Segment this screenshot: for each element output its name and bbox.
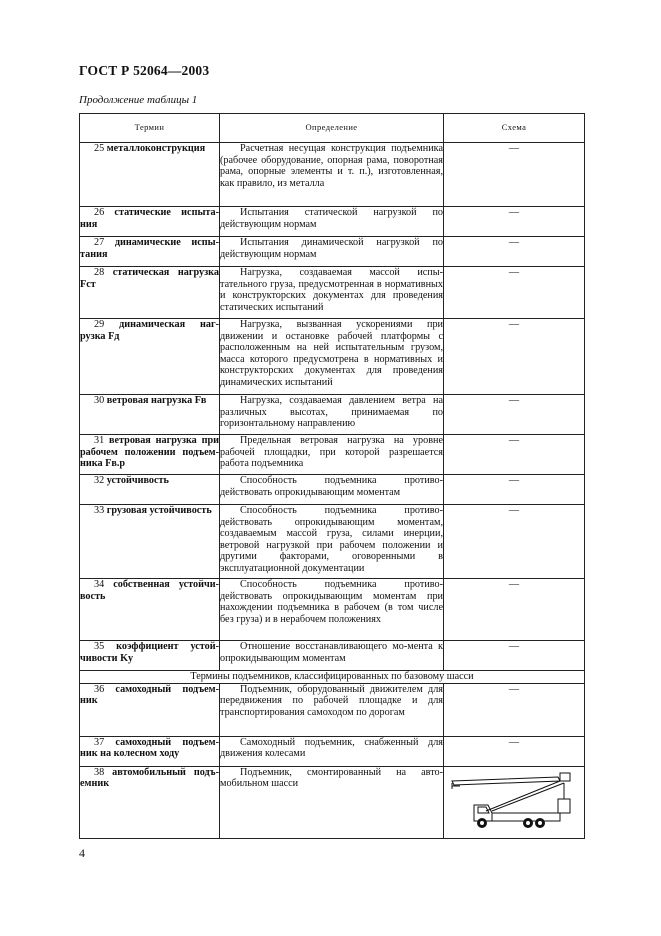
document-header: ГОСТ Р 52064—2003 — [79, 63, 210, 78]
term-cell — [80, 736, 220, 766]
boom-upper — [452, 777, 560, 785]
term-name: самоходный подъем-ник — [80, 683, 220, 707]
term-number: 35 — [94, 641, 105, 652]
scheme-cell — [444, 683, 585, 736]
term-name: динамическая наг-рузка Fд — [80, 319, 220, 342]
table-header-row — [80, 114, 585, 143]
definition-cell — [220, 736, 444, 766]
term-name: самоходный подъем-ник на колесном ходу — [80, 736, 220, 760]
definition-text: Способность подъемника противо-действовать опрокидывающим моментам, создаваемым массой груза, силами инерции, ветровой нагрузкой при рабочем положении и другими факторами, оговоренными в эксплуатационной документации — [220, 505, 443, 574]
definition-text: Нагрузка, создаваемая давлением ветра на различных высотах, принимаемая по горизонтальному направлению — [220, 395, 443, 430]
term-name: статическая нагрузка Fст — [80, 267, 219, 290]
boom-lower — [486, 781, 560, 811]
scheme-dash: — — [508, 319, 520, 330]
definition-cell — [220, 505, 444, 579]
definition-text: Нагрузка, вызванная ускорениями при движении и остановке рабочей платформы с расположенным на ней испытательным грузом, масса которого предусмотрена в нормативных и конструкторских документах для проведения динамических испытаний — [220, 319, 443, 388]
definition-cell — [220, 641, 444, 671]
scheme-dash: — — [508, 505, 520, 516]
scheme-cell — [444, 736, 585, 766]
section-row — [80, 671, 585, 684]
term-cell — [80, 683, 220, 736]
scheme-dash: — — [508, 475, 520, 486]
term-name: ветровая нагрузка при рабочем положении подъем-ника Fв.р — [80, 435, 219, 470]
definition-cell — [220, 395, 444, 435]
table-row — [80, 207, 585, 237]
term-name: автомобильный подъ-емник — [80, 766, 219, 790]
table-row — [80, 143, 585, 207]
basket — [558, 799, 570, 813]
term-number: 33 — [94, 505, 105, 516]
term-cell — [80, 207, 220, 237]
definition-cell — [220, 319, 444, 395]
definition-text: Самоходный подъемник, снабженный для движения колесами — [220, 736, 443, 760]
definition-text: Испытания динамической нагрузкой по действующим нормам — [220, 237, 443, 260]
scheme-cell — [444, 395, 585, 435]
scheme-dash: — — [508, 683, 520, 695]
term-number: 31 — [94, 435, 105, 446]
definition-text: Способность подъемника противо-действовать опрокидывающим моментам при нахождении подъемника в рабочем (в том числе без груза) и в нерабочем положениях — [220, 579, 443, 625]
scheme-cell — [444, 435, 585, 475]
definition-cell — [220, 579, 444, 641]
scheme-dash: — — [508, 736, 520, 748]
term-number: 32 — [94, 475, 105, 486]
definition-text: Подъемник, смонтированный на авто-мобильном шасси — [220, 766, 443, 790]
scheme-cell — [444, 475, 585, 505]
definition-cell — [220, 237, 444, 267]
table-row — [80, 267, 585, 319]
term-number: 36 — [94, 683, 105, 695]
table-row — [80, 505, 585, 579]
term-cell — [80, 237, 220, 267]
table-row — [80, 736, 585, 766]
term-number: 25 — [94, 143, 105, 154]
term-name: металлоконструкция — [106, 143, 206, 154]
definition-cell — [220, 435, 444, 475]
term-cell — [80, 143, 220, 207]
term-cell — [80, 475, 220, 505]
term-number: 28 — [94, 267, 105, 278]
scheme-dash: — — [508, 395, 520, 406]
scheme-dash: — — [508, 143, 520, 154]
table-row — [80, 641, 585, 671]
term-name: ветровая нагрузка Fв — [106, 395, 207, 406]
table-row — [80, 766, 585, 838]
term-cell — [80, 641, 220, 671]
table-row — [80, 237, 585, 267]
scheme-cell — [444, 579, 585, 641]
table-row — [80, 683, 585, 736]
term-number: 38 — [94, 766, 105, 778]
term-number: 29 — [94, 319, 105, 330]
definition-cell — [220, 766, 444, 838]
term-cell — [80, 505, 220, 579]
term-name: грузовая устойчивость — [106, 505, 212, 516]
term-cell — [80, 435, 220, 475]
column-header-term: Термин — [80, 114, 220, 143]
scheme-dash: — — [508, 435, 520, 446]
definition-cell — [220, 683, 444, 736]
scheme-cell — [444, 641, 585, 671]
term-name: статические испыта-ния — [80, 207, 220, 230]
column-header-scheme: Схема — [444, 114, 585, 143]
term-number: 30 — [94, 395, 105, 406]
term-number: 26 — [94, 207, 105, 218]
definition-text: Способность подъемника противо-действовать опрокидывающим моментам — [220, 475, 443, 498]
section-title: Термины подъемников, классифицированных по базовому шасси — [80, 671, 585, 684]
table-caption: Продолжение таблицы 1 — [79, 94, 198, 106]
truck-mounted-lift-drawing-icon — [446, 769, 582, 833]
scheme-cell — [444, 207, 585, 237]
table-row — [80, 395, 585, 435]
definition-text: Отношение восстанавливающего мо-мента к опрокидывающим моментам — [220, 641, 443, 664]
definition-cell — [220, 207, 444, 237]
page-number: 4 — [79, 846, 85, 860]
column-header-definition: Определение — [220, 114, 444, 143]
scheme-cell — [444, 237, 585, 267]
definition-text: Испытания статической нагрузкой по действующим нормам — [220, 207, 443, 230]
term-cell — [80, 395, 220, 435]
definition-text: Предельная ветровая нагрузка на уровне рабочей площадки, при которой разрешается работа подъемника — [220, 435, 443, 470]
definition-cell — [220, 143, 444, 207]
work-platform — [560, 773, 570, 781]
term-name: коэффициент устой-чивости Kу — [80, 641, 219, 664]
scheme-cell — [444, 505, 585, 579]
term-name: собственная устойчи-вость — [80, 579, 219, 602]
scheme-dash: — — [508, 267, 520, 278]
scheme-cell — [444, 766, 585, 838]
terms-table — [79, 113, 585, 839]
definition-cell — [220, 267, 444, 319]
scheme-dash: — — [508, 641, 520, 652]
term-cell — [80, 319, 220, 395]
scheme-cell — [444, 267, 585, 319]
definition-cell — [220, 475, 444, 505]
term-cell — [80, 579, 220, 641]
scheme-dash: — — [508, 207, 520, 218]
definition-text: Нагрузка, создаваемая массой испы-тательного груза, предусмотренная в нормативных и конструкторских документах для проведения статических испытаний — [220, 267, 443, 313]
term-name: динамические испы-тания — [80, 237, 220, 260]
definition-text: Подъемник, оборудованный движителем для передвижения по рабочей площадке и для транспортирования самоходом по дорогам — [220, 683, 443, 718]
term-number: 27 — [94, 237, 105, 248]
scheme-cell — [444, 319, 585, 395]
definition-text: Расчетная несущая конструкция подъемника (рабочее оборудование, опорная рама, поворотная рама, опорные элементы и т. п.), изготовленная, как правило, из металла — [220, 143, 443, 189]
term-number: 37 — [94, 736, 105, 748]
term-cell — [80, 267, 220, 319]
table-row — [80, 319, 585, 395]
table-row — [80, 435, 585, 475]
term-cell — [80, 766, 220, 838]
term-number: 34 — [94, 579, 105, 590]
scheme-dash: — — [508, 237, 520, 248]
table-row — [80, 475, 585, 505]
table-row — [80, 579, 585, 641]
scheme-dash: — — [508, 579, 520, 590]
term-name: устойчивость — [106, 475, 169, 486]
scheme-cell — [444, 143, 585, 207]
